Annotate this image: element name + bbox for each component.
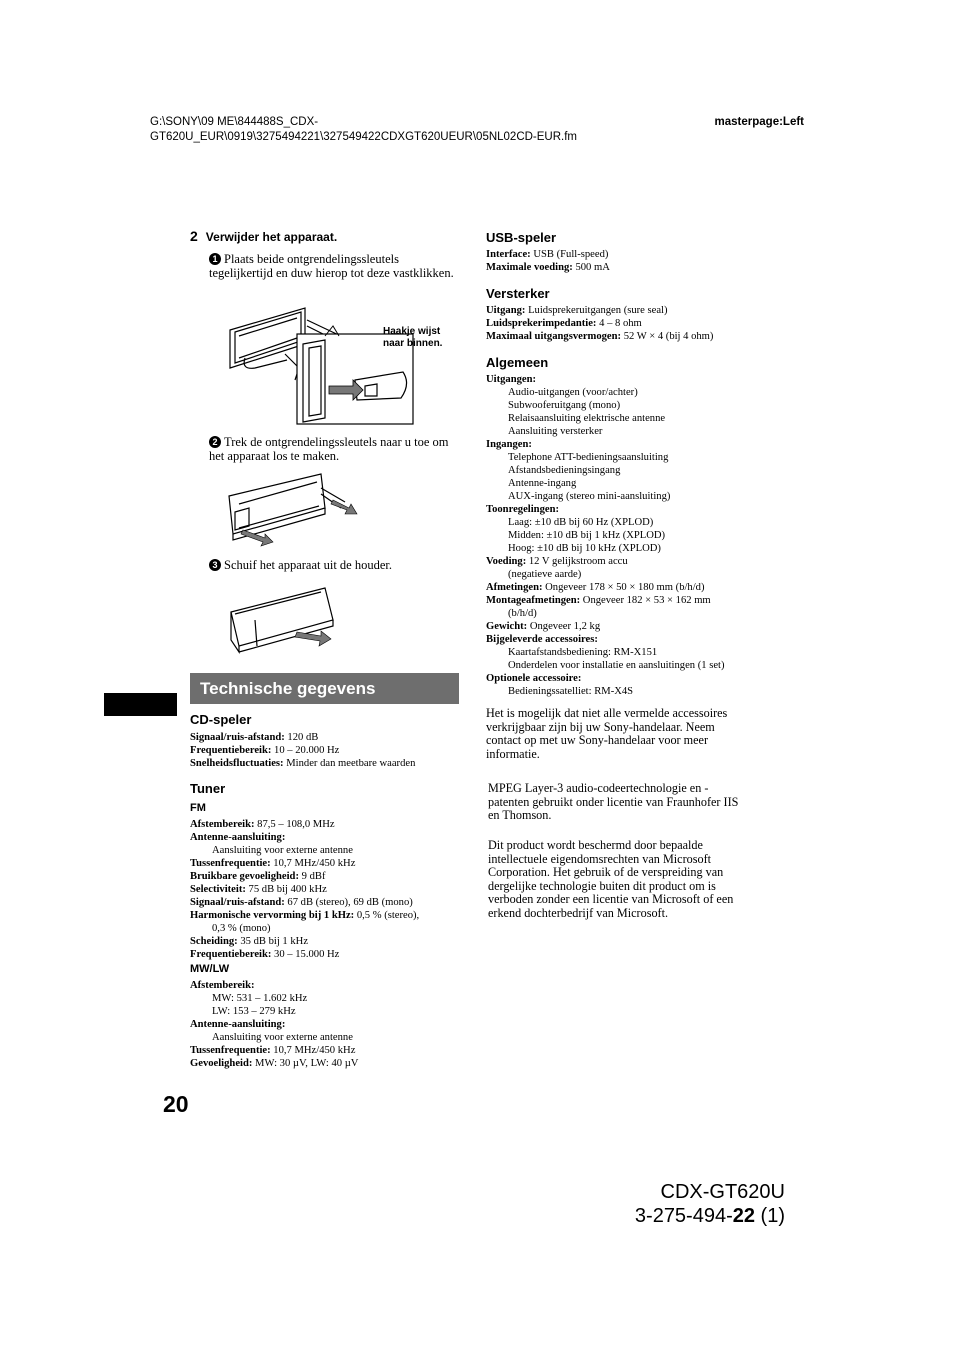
spec-row-indent: Aansluiting voor externe antenne — [212, 1032, 353, 1043]
spec-row-indent: Antenne-ingang — [508, 478, 577, 489]
microsoft-license-note: Dit product wordt beschermd door bepaalde intellectuele eigendomsrechten van Microsoft Corporation. Het gebruik of de verspreiding van dergelijke technologie buiten dit product om is verboden zonder een licentie van Microsoft of een erkend dochterbedrijf van Microsoft. — [488, 838, 734, 920]
spec-row: Maximaal uitgangsvermogen: 52 W × 4 (bij 4 ohm) — [486, 331, 714, 342]
cd-heading: CD-speler — [190, 712, 252, 727]
illustration-callout: Haakje wijst naar binnen. — [383, 326, 443, 349]
substep-1 — [209, 252, 459, 280]
spec-row-indent: (negatieve aarde) — [508, 569, 582, 580]
spec-row: Optionele accessoire: — [486, 673, 582, 684]
spec-row-indent: Relaisaansluiting elektrische antenne — [508, 413, 666, 424]
spec-row: Selectiviteit: 75 dB bij 400 kHz — [190, 884, 327, 895]
spec-row-indent: Bedieningssatelliet: RM-X4S — [508, 686, 634, 697]
spec-row: Frequentiebereik: 10 – 20.000 Hz — [190, 745, 340, 756]
spec-row: Afstembereik: 87,5 – 108,0 MHz — [190, 819, 335, 830]
spec-row: Maximale voeding: 500 mA — [486, 262, 610, 273]
spec-row: Uitgangen: — [486, 374, 537, 385]
accessories-note: Het is mogelijk dat niet alle vermelde accessoires verkrijgbaar zijn bij uw Sony-handelaar. Neem contact op met uw Sony-handelaar voor meer informatie. — [486, 706, 728, 761]
file-path-line2: GT620U_EUR\0919\3275494221\327549422CDXGT620UEUR\05NL02CD-EUR.fm — [150, 131, 578, 143]
spec-row: Frequentiebereik: 30 – 15.000 Hz — [190, 949, 340, 960]
spec-row-indent: Midden: ±10 dB bij 1 kHz (XPLOD) — [508, 530, 666, 541]
general-rows — [486, 373, 786, 698]
spec-row: Tussenfrequentie: 10,7 MHz/450 kHz — [190, 1045, 356, 1056]
tuner-heading: Tuner — [190, 781, 226, 796]
release-keys-illustration — [225, 300, 415, 426]
fm-rows — [190, 818, 460, 961]
model-code: 3-275-494-22 (1) — [634, 1205, 785, 1227]
general-specs — [486, 355, 786, 698]
language-tab — [104, 693, 177, 716]
model-block — [560, 1180, 785, 1228]
spec-row-indent: Laag: ±10 dB bij 60 Hz (XPLOD) — [508, 517, 654, 528]
substep-number: 1 — [209, 253, 221, 265]
spec-row: Harmonische vervorming bij 1 kHz: 0,5 % (stereo), — [190, 910, 420, 921]
substep-text: Schuif het apparaat uit de houder. — [224, 558, 392, 572]
section-title: Technische gegevens — [190, 673, 459, 704]
spec-row-indent: Onderdelen voor installatie en aansluitingen (1 set) — [508, 660, 725, 671]
mw-lw-heading: MW/LW — [190, 963, 230, 975]
spec-row: Luidsprekerimpedantie: 4 – 8 ohm — [486, 318, 642, 329]
spec-row: Interface: USB (Full-speed) — [486, 249, 609, 260]
cd-player-specs — [190, 712, 460, 770]
spec-row-indent: Aansluiting versterker — [508, 426, 603, 437]
spec-row-indent: Kaartafstandsbediening: RM-X151 — [508, 647, 658, 658]
amplifier-specs — [486, 286, 776, 343]
spec-row-indent: AUX-ingang (stereo mini-aansluiting) — [508, 491, 671, 502]
pull-out-illustration — [225, 468, 365, 548]
cd-rows — [190, 731, 460, 770]
spec-row: Bijgeleverde accessoires: — [486, 634, 598, 645]
spec-row-indent: LW: 153 – 279 kHz — [212, 1006, 296, 1017]
slide-out-illustration — [225, 576, 345, 656]
spec-row: Toonregelingen: — [486, 504, 559, 515]
usb-heading: USB-speler — [486, 230, 557, 245]
substep-2 — [209, 435, 459, 463]
spec-row-indent: Afstandsbedieningsingang — [508, 465, 621, 476]
usb-rows — [486, 248, 776, 274]
amplifier-rows — [486, 304, 776, 343]
step-number: 2 — [190, 228, 198, 244]
file-path — [150, 115, 710, 145]
substep-text: Plaats beide ontgrendelingssleutels tegelijkertijd en duw hierop tot deze vastklikken. — [209, 252, 454, 280]
mw-rows — [190, 979, 460, 1070]
spec-row: Antenne-aansluiting: — [190, 1019, 286, 1030]
spec-row-indent: Audio-uitgangen (voor/achter) — [508, 387, 638, 398]
substep-3 — [209, 558, 459, 572]
general-heading: Algemeen — [486, 355, 549, 370]
substep-text: Trek de ontgrendelingssleutels naar u toe om het apparaat los te maken. — [209, 435, 449, 463]
model-name: CDX-GT620U — [660, 1181, 785, 1203]
spec-row-indent: Aansluiting voor externe antenne — [212, 845, 353, 856]
page-number: 20 — [163, 1091, 189, 1117]
spec-row: Afstembereik: — [190, 980, 255, 991]
fm-heading: FM — [190, 802, 206, 814]
spec-row: Gewicht: Ongeveer 1,2 kg — [486, 621, 601, 632]
spec-row-indent: 0,3 % (mono) — [212, 923, 271, 934]
spec-row: Snelheidsfluctuaties: Minder dan meetbare waarden — [190, 758, 416, 769]
spec-row: Antenne-aansluiting: — [190, 832, 286, 843]
spec-row-indent: MW: 531 – 1.602 kHz — [212, 993, 308, 1004]
amplifier-heading: Versterker — [486, 286, 550, 301]
step-2 — [190, 228, 460, 246]
spec-row: Signaal/ruis-afstand: 120 dB — [190, 732, 319, 743]
spec-row-indent: (b/h/d) — [508, 608, 537, 619]
spec-row: Montageafmetingen: Ongeveer 182 × 53 × 162 mm — [486, 595, 711, 606]
substep-number: 2 — [209, 436, 221, 448]
file-path-line1: G:\SONY\09 ME\844488S_CDX- — [150, 116, 319, 128]
masterpage-label: masterpage:Left — [714, 116, 804, 128]
spec-row: Ingangen: — [486, 439, 532, 450]
step-title: Verwijder het apparaat. — [205, 230, 338, 244]
substep-number: 3 — [209, 559, 221, 571]
spec-row: Voeding: 12 V gelijkstroom accu — [486, 556, 628, 567]
mpeg-license-note: MPEG Layer-3 audio-codeertechnologie en -patenten gebruikt onder licentie van Fraunhofer IIS en Thomson. — [488, 781, 739, 823]
spec-row-indent: Hoog: ±10 dB bij 10 kHz (XPLOD) — [508, 543, 661, 554]
usb-player-specs — [486, 230, 776, 274]
spec-row-indent: Subwooferuitgang (mono) — [508, 400, 621, 411]
spec-row: Scheiding: 35 dB bij 1 kHz — [190, 936, 309, 947]
spec-row: Gevoeligheid: MW: 30 µV, LW: 40 µV — [190, 1058, 359, 1069]
spec-row: Signaal/ruis-afstand: 67 dB (stereo), 69 dB (mono) — [190, 897, 413, 908]
spec-row: Bruikbare gevoeligheid: 9 dBf — [190, 871, 326, 882]
spec-row: Afmetingen: Ongeveer 178 × 50 × 180 mm (b/h/d) — [486, 582, 705, 593]
spec-row-indent: Telephone ATT-bedieningsaansluiting — [508, 452, 669, 463]
tuner-specs — [190, 781, 460, 1070]
spec-row: Tussenfrequentie: 10,7 MHz/450 kHz — [190, 858, 356, 869]
spec-row: Uitgang: Luidsprekeruitgangen (sure seal) — [486, 305, 668, 316]
